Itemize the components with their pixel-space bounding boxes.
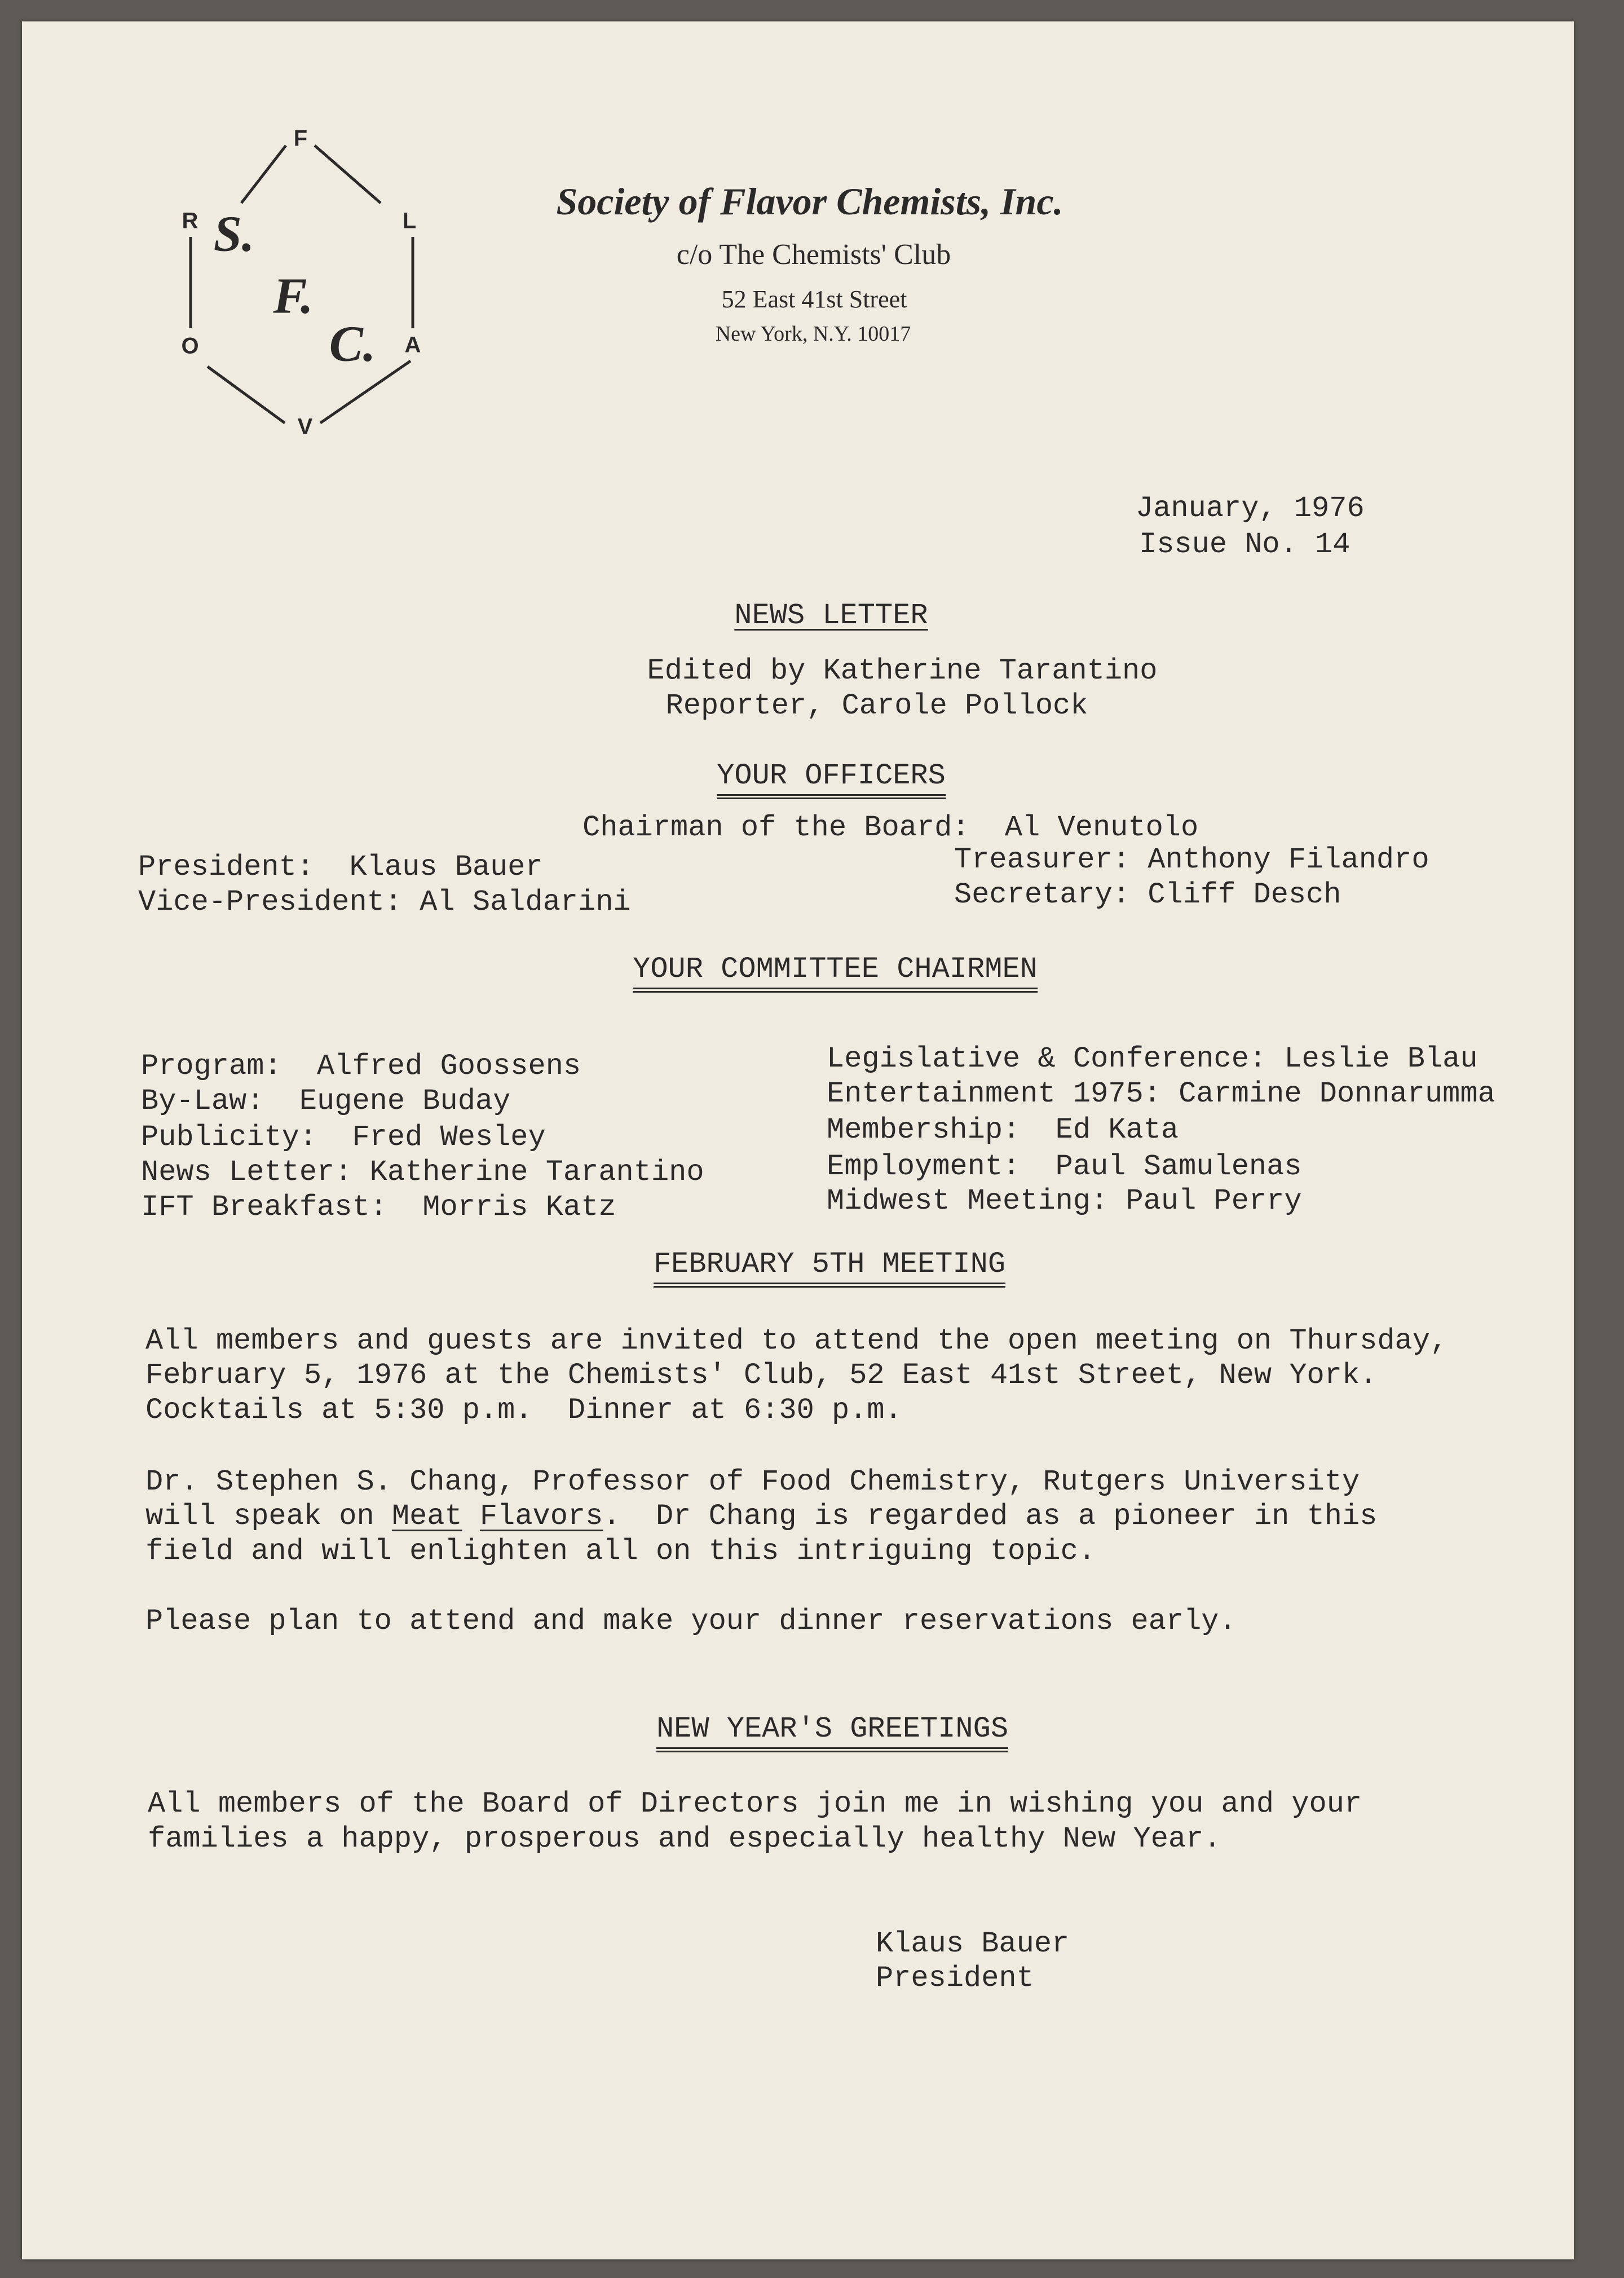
org-name: Society of Flavor Chemists, Inc. bbox=[556, 180, 1063, 223]
signature-title: President bbox=[876, 1962, 1034, 1995]
city-address: New York, N.Y. 10017 bbox=[715, 322, 911, 346]
officers-heading: YOUR OFFICERS bbox=[717, 759, 946, 799]
committee-right-item: Membership: Ed Kata bbox=[827, 1113, 1179, 1147]
speaker-text: will speak on bbox=[145, 1500, 392, 1533]
speaker-text-line: Dr. Stephen S. Chang, Professor of Food Chemistry, Rutgers University bbox=[145, 1465, 1360, 1499]
reporter-line: Reporter, Carole Pollock bbox=[665, 689, 1088, 722]
logo-letter-o: O bbox=[181, 333, 199, 359]
committee-left-item: Program: Alfred Goossens bbox=[141, 1050, 581, 1083]
reservation-line: Please plan to attend and make your dinner reservations early. bbox=[145, 1605, 1237, 1638]
committee-heading: YOUR COMMITTEE CHAIRMEN bbox=[633, 953, 1038, 993]
issue-number: Issue No. 14 bbox=[1139, 528, 1351, 561]
meeting-heading: FEBRUARY 5TH MEETING bbox=[654, 1248, 1005, 1288]
committee-right-item: Employment: Paul Samulenas bbox=[827, 1150, 1302, 1183]
logo-monogram-f: F. bbox=[273, 268, 314, 324]
president-line: President: Klaus Bauer bbox=[138, 851, 543, 884]
newsletter-heading: NEWS LETTER bbox=[734, 599, 928, 632]
committee-left-item: Publicity: Fred Wesley bbox=[141, 1121, 546, 1154]
committee-left-item: By-Law: Eugene Buday bbox=[141, 1085, 511, 1118]
greetings-heading: NEW YEAR'S GREETINGS bbox=[656, 1712, 1008, 1752]
speaker-text-line: field and will enlighten all on this intriguing topic. bbox=[145, 1535, 1096, 1568]
signature-name: Klaus Bauer bbox=[876, 1927, 1070, 1960]
speaker-text: . Dr Chang is regarded as a pioneer in this bbox=[603, 1500, 1378, 1533]
logo-monogram-s: S. bbox=[213, 206, 255, 262]
committee-right-item: Midwest Meeting: Paul Perry bbox=[827, 1184, 1302, 1218]
topic-flavors: Flavors bbox=[479, 1500, 603, 1533]
committee-right-item: Entertainment 1975: Carmine Donnarumma bbox=[827, 1077, 1495, 1111]
care-of: c/o The Chemists' Club bbox=[676, 239, 951, 271]
chairman-line: Chairman of the Board: Al Venutolo bbox=[582, 811, 1199, 844]
logo-monogram-c: C. bbox=[329, 316, 376, 372]
committee-left-item: News Letter: Katherine Tarantino bbox=[141, 1156, 704, 1189]
greetings-text-line: families a happy, prosperous and especially healthy New Year. bbox=[148, 1822, 1221, 1856]
logo-letter-a: A bbox=[404, 332, 421, 358]
committee-left-item: IFT Breakfast: Morris Katz bbox=[141, 1191, 616, 1224]
committee-right-item: Legislative & Conference: Leslie Blau bbox=[827, 1042, 1478, 1076]
street-address: 52 East 41st Street bbox=[721, 285, 907, 313]
meeting-text-line: February 5, 1976 at the Chemists' Club, 52 East 41st Street, New York. bbox=[145, 1359, 1378, 1392]
meeting-text-line: All members and guests are invited to attend the open meeting on Thursday, bbox=[145, 1324, 1448, 1358]
issue-date: January, 1976 bbox=[1136, 492, 1365, 525]
logo-letter-f: F bbox=[293, 126, 308, 151]
logo-letter-l: L bbox=[402, 208, 417, 233]
vice-president-line: Vice-President: Al Saldarini bbox=[138, 885, 631, 919]
logo-letter-v: V bbox=[297, 414, 313, 439]
secretary-line: Secretary: Cliff Desch bbox=[954, 878, 1341, 911]
greetings-text-line: All members of the Board of Directors join me in wishing you and your bbox=[148, 1787, 1362, 1821]
logo-letter-r: R bbox=[182, 208, 198, 233]
topic-meat: Meat bbox=[391, 1500, 462, 1533]
meeting-text-line: Cocktails at 5:30 p.m. Dinner at 6:30 p.m. bbox=[145, 1394, 902, 1427]
editor-line: Edited by Katherine Tarantino bbox=[647, 654, 1158, 688]
treasurer-line: Treasurer: Anthony Filandro bbox=[954, 843, 1429, 876]
speaker-text-line bbox=[145, 1500, 1377, 1534]
